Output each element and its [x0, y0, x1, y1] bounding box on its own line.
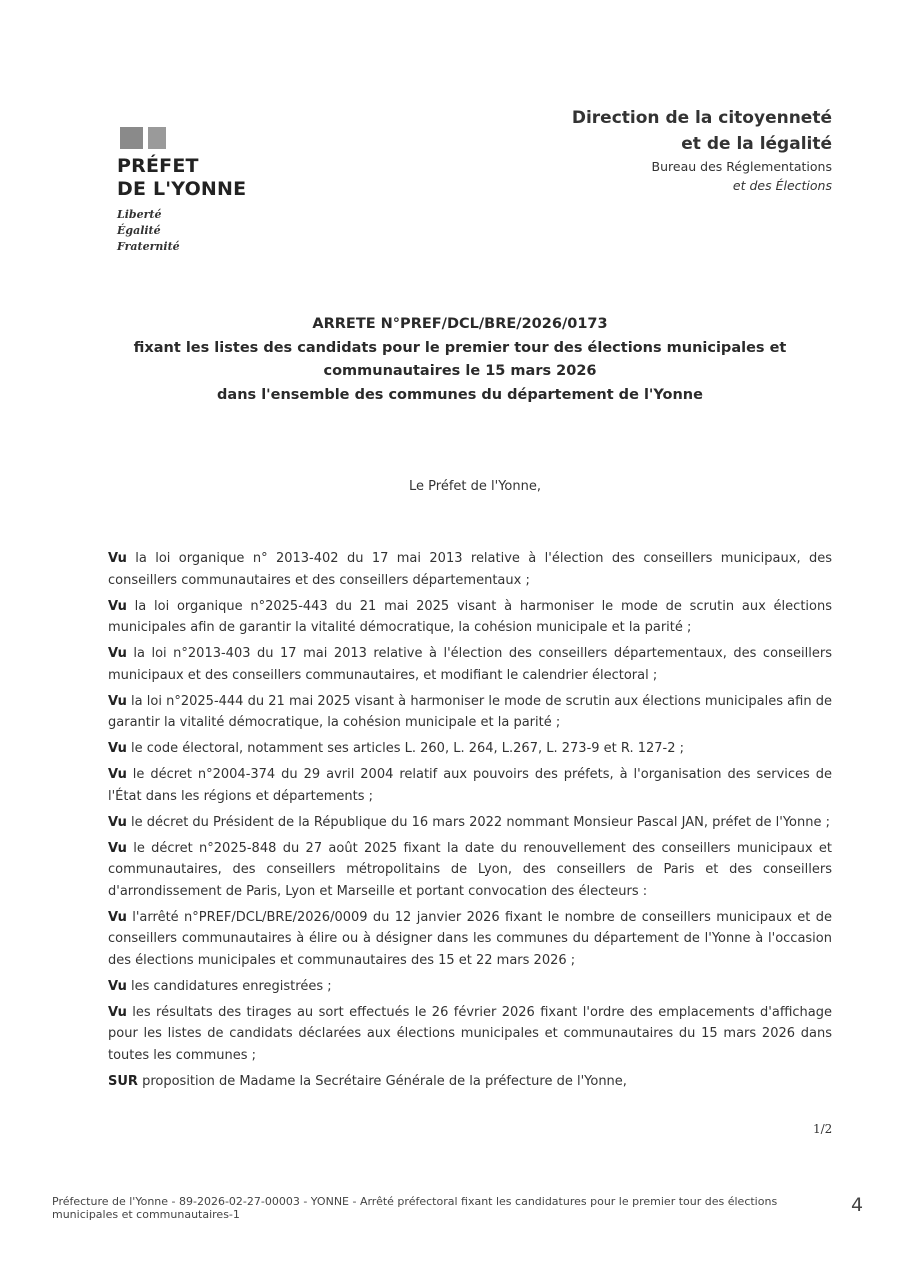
page-number: 1/2 — [813, 1122, 833, 1136]
consideration-lead: Vu — [108, 909, 127, 925]
consideration-paragraph — [108, 1002, 832, 1067]
consideration-paragraph — [108, 812, 832, 834]
consideration-paragraph — [108, 643, 832, 686]
consideration-lead: Vu — [108, 814, 127, 830]
consideration-paragraph — [108, 764, 832, 807]
consideration-paragraph — [108, 548, 832, 591]
consideration-text: la loi organique n°2025-443 du 21 mai 2025 visant à harmoniser le mode de scrutin aux élections municipales afin de garantir la vitalité démocratique, la cohésion municipale et la parité ; — [108, 598, 832, 635]
consideration-text: les candidatures enregistrées ; — [126, 978, 332, 994]
consideration-paragraph — [108, 596, 832, 639]
issuing-department: Direction de la citoyenneté et de la légalité Bureau des Réglementations et des Élections — [571, 108, 832, 193]
considerations — [108, 548, 832, 1097]
marianne-flag-icon — [120, 127, 246, 149]
consideration-text: le décret n°2025-848 du 27 août 2025 fixant la date du renouvellement des conseillers municipaux et communautaires, des conseillers métropolitains de Lyon, des conseillers de Paris et des conseillers d'arrondissement de Paris, Lyon et Marseille et portant convocation des électeurs : — [108, 840, 832, 899]
consideration-text: le décret n°2004-374 du 29 avril 2004 relatif aux pouvoirs des préfets, à l'organisation des services de l'État dans les régions et départements ; — [108, 767, 832, 804]
consideration-text: le décret du Président de la République du 16 mars 2022 nommant Monsieur Pascal JAN, préfet de l'Yonne ; — [126, 814, 830, 830]
consideration-lead: SUR — [108, 1073, 138, 1089]
document-title: ARRETE N°PREF/DCL/BRE/2026/0173 fixant les listes des candidats pour le premier tour des élections municipales et communautaires le 15 mars 2026 dans l'ensemble des communes du département de l'Yonne — [133, 316, 787, 403]
consideration-text: la loi organique n° 2013-402 du 17 mai 2013 relative à l'élection des conseillers municipaux, des conseillers communautaires et des conseillers départementaux ; — [108, 551, 832, 588]
consideration-lead: Vu — [108, 978, 127, 994]
consideration-text: le code électoral, notamment ses articles L. 260, L. 264, L.267, L. 273-9 et R. 127-2 ; — [126, 741, 685, 756]
consideration-text: la loi n°2013-403 du 17 mai 2013 relative à l'élection des conseillers départementaux, des conseillers municipaux et des conseillers communautaires, et modifiant le calendrier électoral ; — [108, 646, 832, 683]
consideration-lead: Vu — [108, 551, 127, 566]
consideration-paragraph — [108, 907, 832, 972]
consideration-lead: Vu — [108, 646, 127, 661]
consideration-lead: Vu — [108, 767, 127, 782]
consideration-lead: Vu — [108, 693, 127, 709]
prefet-logo — [117, 127, 246, 255]
logo-title: PRÉFET DE L'YONNE — [117, 155, 247, 200]
consideration-lead: Vu — [108, 741, 127, 756]
consideration-paragraph — [108, 738, 832, 760]
consideration-lead: Vu — [108, 598, 127, 614]
consideration-paragraph — [108, 1071, 832, 1093]
footer-number: 4 — [851, 1194, 864, 1216]
consideration-paragraph — [108, 976, 832, 998]
consideration-lead: Vu — [108, 1004, 127, 1020]
consideration-paragraph — [108, 691, 832, 734]
footer-text: Préfecture de l'Yonne - 89-2026-02-27-00003 - YONNE - Arrêté préfectoral fixant les candidatures pour le premier tour des élections municipales et communautaires-1 — [52, 1195, 778, 1221]
consideration-paragraph — [108, 838, 832, 903]
consideration-text: proposition de Madame la Secrétaire Générale de la préfecture de l'Yonne, — [137, 1073, 627, 1089]
consideration-text: les résultats des tirages au sort effectués le 26 février 2026 fixant l'ordre des emplacements d'affichage pour les listes de candidats déclarées aux élections municipales et communautaires du 15 mars 2026 dans toutes les communes ; — [108, 1004, 832, 1063]
consideration-lead: Vu — [108, 840, 127, 856]
consideration-text: l'arrêté n°PREF/DCL/BRE/2026/0009 du 12 janvier 2026 fixant le nombre de conseillers municipaux et de conseillers communautaires à élire ou à désigner dans les communes du département de l'Yonne à l'occasion des élections municipales et communautaires des 15 et 22 mars 2026 ; — [108, 909, 832, 968]
prefet-salutation: Le Préfet de l'Yonne, — [409, 479, 541, 494]
logo-motto: Liberté Égalité Fraternité — [117, 208, 180, 253]
consideration-text: la loi n°2025-444 du 21 mai 2025 visant à harmoniser le mode de scrutin aux élections municipales afin de garantir la vitalité démocratique, la cohésion municipale et la parité ; — [108, 693, 832, 730]
